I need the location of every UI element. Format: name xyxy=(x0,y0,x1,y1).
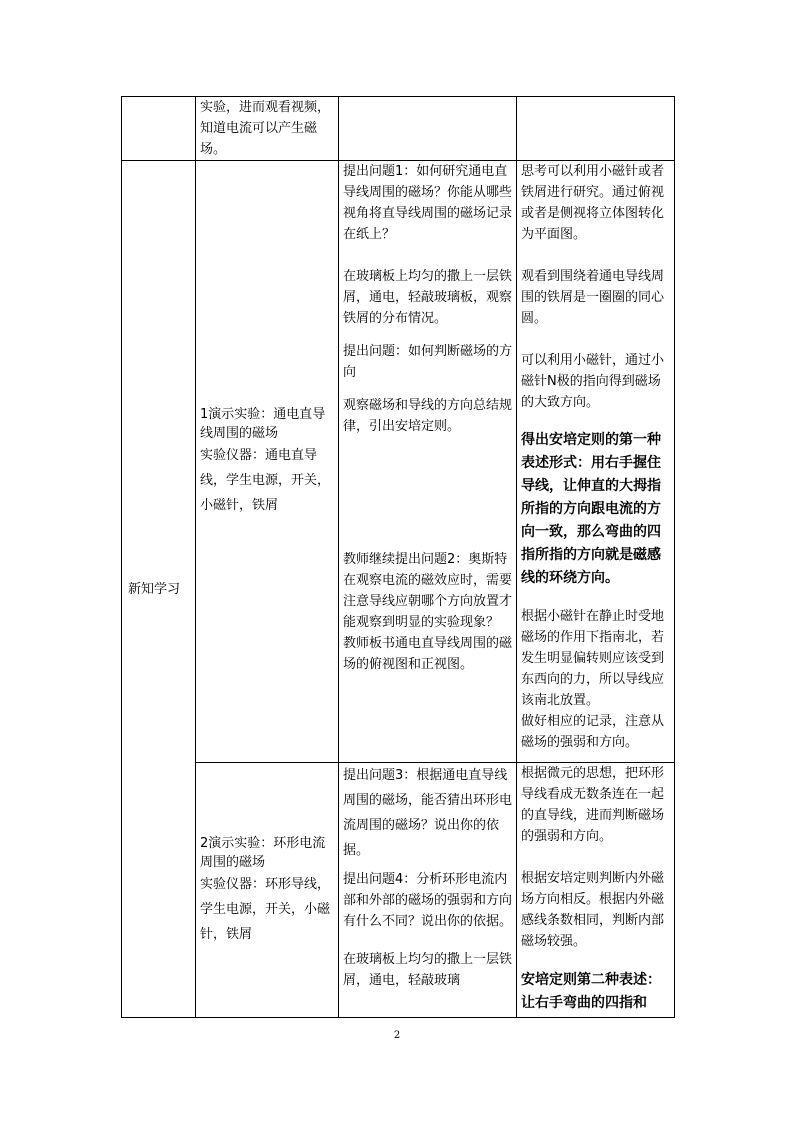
teacher-text: 提出问题3：根据通电直导线周围的磁场，能否猜出环形电流周围的磁场？说出你的依据。 xyxy=(343,768,513,858)
teacher-text: 观察磁场和导线的方向总结规律，引出安培定则。 xyxy=(343,398,513,434)
teacher-cell-2 xyxy=(339,763,517,1018)
phase-cell-empty xyxy=(122,97,196,161)
teacher-text: 在玻璃板上均匀的撒上一层铁屑，通电，轻敲玻璃 xyxy=(343,952,513,988)
student-text: 观看到围绕着通电导线周围的铁屑是一圈圈的同心圆。 xyxy=(521,269,665,326)
student-text: 思考可以利用小磁针或者铁屑进行研究。通过俯视或者是侧视将立体图转化为平面图。 xyxy=(521,164,665,242)
student-cell-2 xyxy=(517,763,675,1018)
activity-cell xyxy=(196,97,339,161)
phase-cell xyxy=(122,161,196,1018)
teacher-text: 提出问题4：分析环形电流内部和外部的磁场的强弱和方向有什么不同？说出你的依据。 xyxy=(343,872,513,929)
student-text: 根据小磁针在静止时受地磁场的作用下指南北，若发生明显偏转则应该受到东西向的力，所以导线应该南北放置。 xyxy=(521,609,665,708)
student-cell-1 xyxy=(517,161,675,763)
teacher-cell-1 xyxy=(339,161,517,763)
student-text: 可以利用小磁针，通过小磁针N极的指向得到磁场的大致方向。 xyxy=(521,353,665,410)
activity-text: 实验，进而观看视频，知道电流可以产生磁场。 xyxy=(200,100,331,157)
teacher-text: 教师板书通电直导线周围的磁场的俯视图和正视图。 xyxy=(343,636,513,672)
teacher-text: 提出问题：如何判断磁场的方向 xyxy=(343,344,513,380)
teacher-cell-empty xyxy=(339,97,517,161)
experiment1-cell xyxy=(196,161,339,763)
page-number: 2 xyxy=(393,1030,401,1041)
experiment2-title: 2演示实验：环形电流周围的磁场 xyxy=(200,835,326,870)
experiment1-title: 1演示实验：通电直导线周围的磁场 xyxy=(200,407,326,441)
student-cell-empty xyxy=(517,97,675,161)
ampere-rule-first-form: 得出安培定则的第一种表述形式：用右手握住导线，让伸直的大拇指所指的方向跟电流的方向一致，那么弯曲的四指所指的方向就是磁感线的环绕方向。 xyxy=(521,432,661,586)
experiment1-instruments: 实验仪器：通电直导线，学生电源，开关，小磁针，铁屑 xyxy=(200,448,331,513)
ampere-rule-second-form: 安培定则第二种表述：让右手弯曲的四指和 xyxy=(521,972,661,1011)
student-text: 根据微元的思想，把环形导线看成无数条连在一起的直导线，进而判断磁场的强弱和方向。 xyxy=(521,766,665,844)
phase-label: 新知学习 xyxy=(128,581,181,597)
table-row xyxy=(122,763,675,1018)
teacher-text: 提出问题1：如何研究通电直导线周围的磁场？你能从哪些视角将直导线周围的磁场记录在纸上？ xyxy=(343,164,513,242)
lesson-plan-table xyxy=(121,96,675,1018)
table-row xyxy=(122,161,675,763)
student-text: 根据安培定则判断内外磁场方向相反。根据内外磁感线条数相同，判断内部磁场较强。 xyxy=(521,871,665,949)
teacher-text: 在玻璃板上均匀的撒上一层铁屑，通电，轻敲玻璃板，观察铁屑的分布情况。 xyxy=(343,269,513,326)
experiment2-instruments: 实验仪器：环形导线，学生电源，开关，小磁针，铁屑 xyxy=(200,876,331,942)
student-text: 做好相应的记录，注意从磁场的强弱和方向。 xyxy=(521,714,665,750)
experiment2-cell xyxy=(196,763,339,1018)
teacher-text: 教师继续提出问题2：奥斯特在观察电流的磁效应时，需要注意导线应朝哪个方向放置才能观察到明显的实验现象？ xyxy=(343,552,513,630)
table-row xyxy=(122,97,675,161)
